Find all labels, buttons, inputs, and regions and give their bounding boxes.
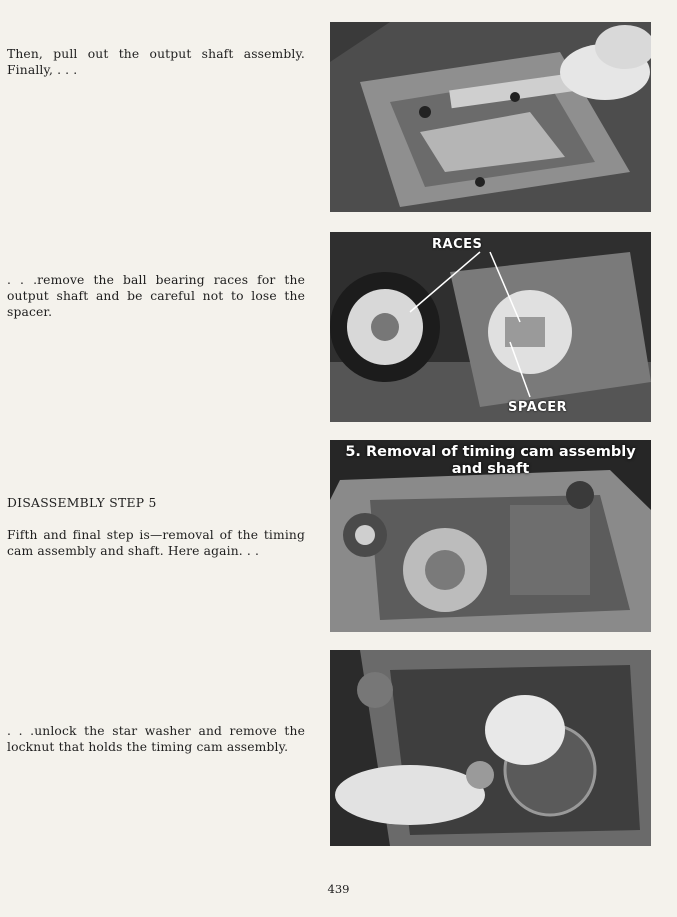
photo-races-spacer	[330, 232, 651, 422]
photo-timing-cam-heading-line1: 5. Removal of timing cam assembly	[345, 444, 636, 460]
photo-races-spacer-image	[330, 232, 651, 422]
paragraph-step5-intro: Fifth and final step is—removal of the timing cam assembly and shaft. Here again. . .	[7, 528, 305, 558]
page-number: 439	[327, 882, 350, 896]
label-spacer: SPACER	[508, 400, 568, 415]
photo-timing-cam-heading-line2: and shaft	[451, 461, 530, 477]
paragraph-output-shaft: Then, pull out the output shaft assembly. Finally, . . .	[7, 47, 305, 77]
paragraph-races: . . .remove the ball bearing races for the output shaft and be careful not to lose the spacer.	[7, 273, 305, 319]
photo-star-washer	[330, 650, 651, 846]
paragraph-star-washer: . . .unlock the star washer and remove the locknut that holds the timing cam assembly.	[7, 724, 305, 754]
photo-star-washer-image	[330, 650, 651, 846]
label-races: RACES	[432, 237, 483, 252]
photo-timing-cam-heading	[330, 444, 651, 478]
photo-timing-cam	[330, 440, 651, 632]
photo-output-shaft	[330, 22, 651, 212]
photo-output-shaft-image	[330, 22, 651, 212]
step-heading: DISASSEMBLY STEP 5	[7, 496, 157, 510]
